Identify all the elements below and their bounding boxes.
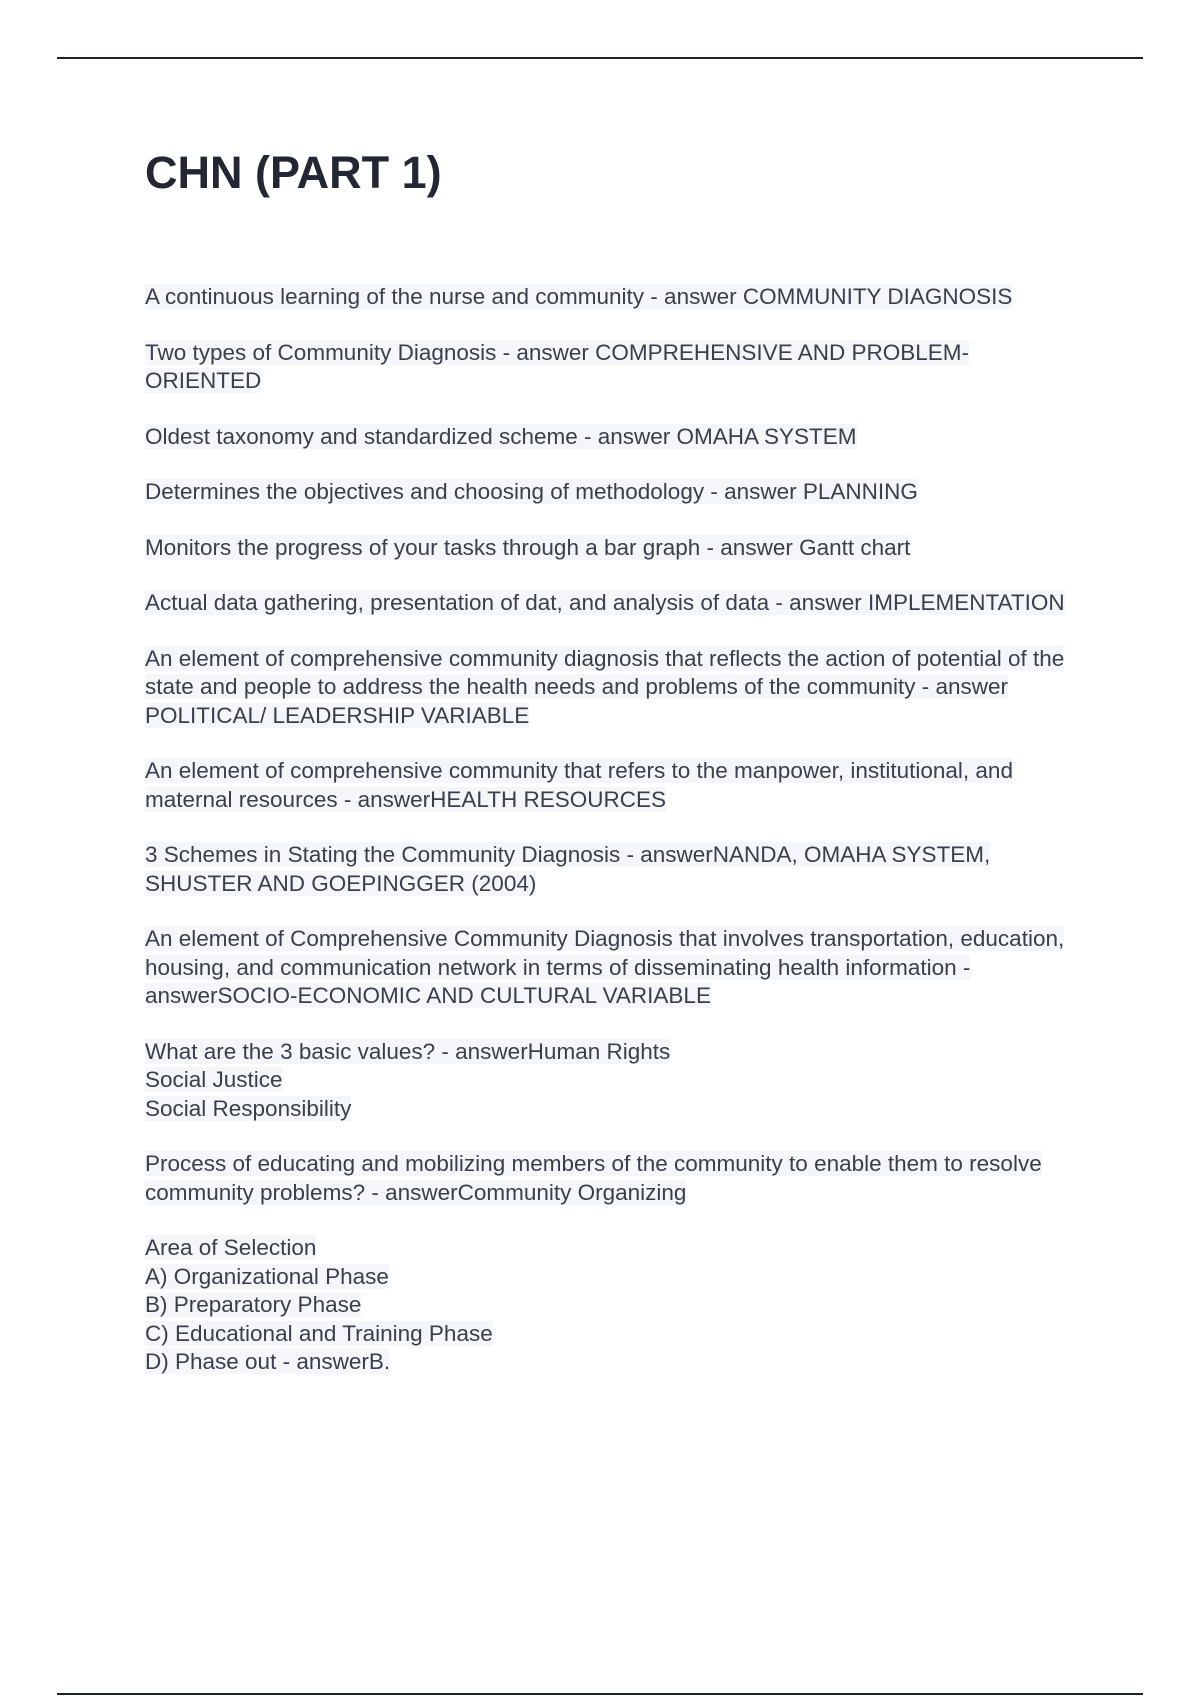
qa-text: An element of Comprehensive Community Diagnosis that involves transportation, education, housing, and communication network in terms of disseminating health information - answerSOCIO-ECONOMIC AND CULTURAL VARIABLE <box>145 926 1065 1008</box>
bottom-divider <box>57 1693 1143 1695</box>
qa-text: What are the 3 basic values? - answerHuman Rights Social Justice Social Responsibility <box>145 1038 671 1121</box>
qa-text: Monitors the progress of your tasks through a bar graph - answer Gantt chart <box>145 534 911 560</box>
top-divider <box>57 57 1143 59</box>
qa-text: Oldest taxonomy and standardized scheme - answer OMAHA SYSTEM <box>145 423 857 449</box>
qa-item <box>145 339 1085 396</box>
qa-item <box>145 283 1085 312</box>
page-title: CHN (PART 1) <box>145 147 442 198</box>
qa-text: Determines the objectives and choosing of methodology - answer PLANNING <box>145 479 918 504</box>
qa-text: 3 Schemes in Stating the Community Diagnosis - answerNANDA, OMAHA SYSTEM, SHUSTER AND GOEPINGGER (2004) <box>145 842 991 896</box>
qa-text: Process of educating and mobilizing members of the community to enable them to resolve community problems? - answerCommunity Organizing <box>145 1151 1042 1205</box>
qa-item <box>145 534 1085 563</box>
qa-text: A continuous learning of the nurse and community - answer COMMUNITY DIAGNOSIS <box>145 284 1013 309</box>
qa-text: Actual data gathering, presentation of dat, and analysis of data - answer IMPLEMENTATION <box>145 590 1065 615</box>
qa-item <box>145 1038 1085 1124</box>
qa-item <box>145 1234 1085 1377</box>
qa-list <box>145 283 1085 1404</box>
qa-text: An element of comprehensive community that refers to the manpower, institutional, and maternal resources - answerHEALTH RESOURCES <box>145 758 1013 812</box>
qa-text: An element of comprehensive community diagnosis that reflects the action of potential of the state and people to address the health needs and problems of the community - answer POLITICAL/ LEADERSHIP VARIABLE <box>145 645 1065 728</box>
qa-item <box>145 589 1085 618</box>
qa-item <box>145 925 1085 1011</box>
qa-item <box>145 757 1085 814</box>
qa-text: Two types of Community Diagnosis - answer COMPREHENSIVE AND PROBLEM-ORIENTED <box>145 339 969 393</box>
qa-item <box>145 1150 1085 1207</box>
qa-item <box>145 841 1085 898</box>
qa-item <box>145 478 1085 507</box>
qa-text: Area of Selection A) Organizational Phase B) Preparatory Phase C) Educational and Training Phase D) Phase out - answerB. <box>145 1235 493 1374</box>
qa-item <box>145 645 1085 731</box>
qa-item <box>145 423 1085 452</box>
